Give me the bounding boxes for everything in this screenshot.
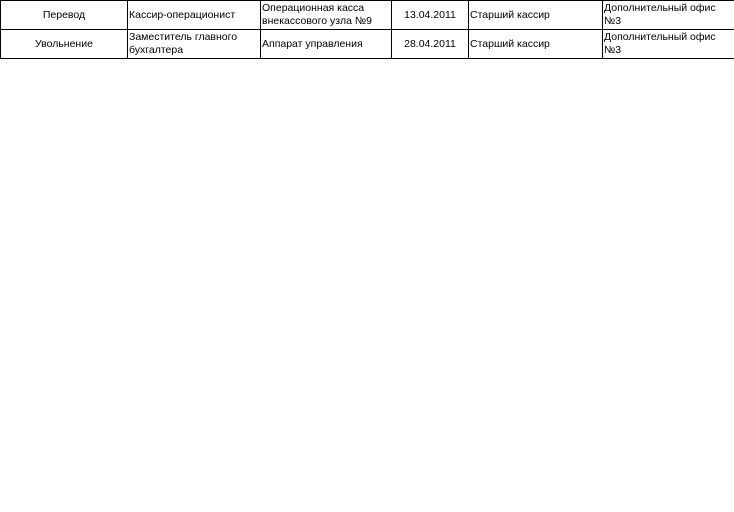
cell-new-position[interactable]: Старший кассир — [469, 30, 603, 59]
cell-position[interactable]: Заместитель главного бухгалтера — [128, 30, 261, 59]
cell-department[interactable]: Аппарат управления — [261, 30, 392, 59]
cell-new-position[interactable]: Старший кассир — [469, 1, 603, 30]
table-row — [1, 30, 734, 59]
cell-department[interactable]: Операционная касса внекассового узла №9 — [261, 1, 392, 30]
cell-position[interactable]: Кассир-операционист — [128, 1, 261, 30]
spreadsheet-table — [0, 0, 734, 59]
cell-new-department[interactable]: Дополнительный офис №3 — [603, 1, 734, 30]
cell-date[interactable]: 13.04.2011 — [392, 1, 469, 30]
table-row — [1, 1, 734, 30]
cell-date[interactable]: 28.04.2011 — [392, 30, 469, 59]
cell-action[interactable]: Увольнение — [1, 30, 128, 59]
cell-new-department[interactable]: Дополнительный офис №3 — [603, 30, 734, 59]
cell-action[interactable]: Перевод — [1, 1, 128, 30]
